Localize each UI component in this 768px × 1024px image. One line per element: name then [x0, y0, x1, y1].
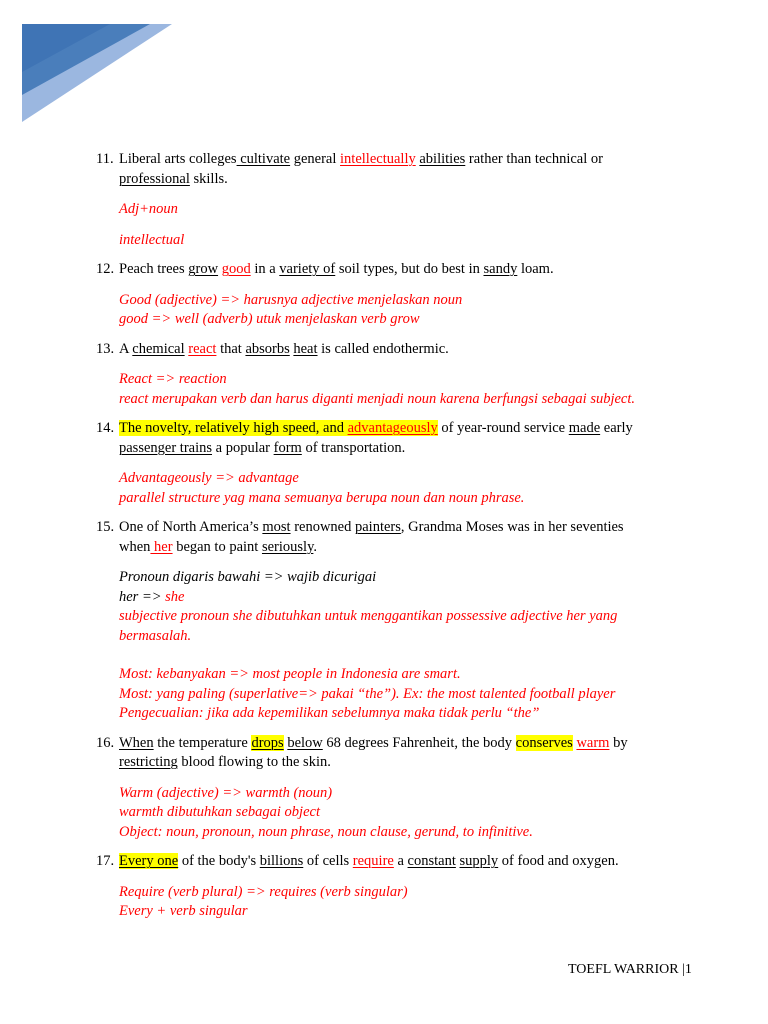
text-run: react [188, 340, 217, 357]
text-run: a popular [212, 439, 274, 456]
note-spacer [119, 646, 696, 665]
text-run: Most: kebanyakan => most people in Indonesia are smart. [119, 666, 461, 682]
text-run: 68 degrees Fahrenheit, the body [322, 734, 516, 751]
text-run: is called endothermic. [317, 340, 449, 357]
note-line [119, 370, 696, 390]
text-run: renowned [290, 519, 355, 535]
text-run: most [262, 519, 291, 535]
text-run: restricting [119, 754, 178, 770]
answer-note [96, 291, 696, 330]
text-run: React => reaction [119, 371, 227, 387]
text-run: heat [293, 340, 318, 357]
question-line [119, 753, 696, 773]
text-run: of the body's [178, 853, 260, 869]
text-run: warmth dibutuhkan sebagai object [119, 804, 320, 820]
text-run: When [119, 734, 154, 751]
question-number: 13. [96, 340, 115, 357]
text-run: . [313, 538, 318, 555]
text-run: grow [188, 261, 219, 277]
text-run: intellectually [340, 151, 416, 167]
text-run: passenger trains [119, 439, 213, 456]
text-run: sandy [483, 261, 518, 277]
text-run: below [287, 734, 323, 751]
note-line [119, 902, 696, 922]
text-run: bermasalah. [119, 627, 192, 644]
text-run: began to paint [172, 538, 262, 555]
text-run: A [119, 340, 133, 357]
question-line [119, 538, 696, 558]
answer-note [96, 568, 696, 724]
answer-note [96, 231, 696, 251]
text-run: drops [251, 734, 284, 751]
corner-decoration-graphic [0, 0, 180, 130]
text-run: loam. [517, 261, 554, 277]
question-item [96, 518, 696, 557]
question-item [96, 340, 696, 360]
text-run: in a [250, 261, 280, 277]
text-run: of cells [303, 853, 353, 869]
note-line [119, 291, 696, 311]
question-line [119, 852, 696, 872]
text-run: rather than technical or [465, 151, 603, 167]
text-run: of food and oxygen. [498, 853, 619, 869]
text-run: she [165, 588, 185, 605]
answer-note [96, 370, 696, 409]
note-line [119, 883, 696, 903]
note-line [119, 784, 696, 804]
text-run: conserves [515, 734, 573, 751]
text-run: soil types, but do best in [335, 261, 484, 277]
text-run: her [150, 538, 173, 555]
text-run: professional [119, 170, 190, 187]
text-run: Most: yang paling (superlative=> pakai “the”). Ex: the most talented football player [119, 685, 616, 702]
text-run: parallel structure yag mana semuanya berupa noun dan noun phrase. [119, 489, 525, 506]
note-line [119, 469, 696, 489]
text-run: blood flowing to the skin. [177, 754, 331, 770]
text-run: of year-round service [437, 420, 569, 436]
question-number: 17. [96, 853, 115, 869]
text-run: Object: noun, pronoun, noun phrase, noun clause, gerund, to infinitive. [119, 823, 533, 840]
text-run: abilities [419, 151, 466, 167]
note-line [119, 607, 696, 627]
text-run: Adj+noun [119, 201, 178, 217]
answer-note [96, 883, 696, 922]
text-run: supply [459, 853, 499, 869]
text-run: that [216, 340, 246, 357]
text-run: by [609, 734, 628, 751]
question-number: 15. [96, 519, 115, 535]
text-run: Every + verb singular [119, 903, 248, 919]
text-run: Pengecualian: jika ada kepemilikan sebelumnya maka tidak perlu “the” [119, 705, 540, 721]
text-run: warm [576, 734, 610, 751]
text-run: when [119, 538, 151, 555]
text-run: advantageously [347, 420, 438, 436]
text-run: One of North America’s [119, 519, 263, 535]
text-run: seriously [261, 538, 314, 555]
note-line [119, 588, 696, 608]
note-line [119, 704, 696, 724]
text-run: general [290, 151, 341, 167]
text-run: form [273, 439, 302, 456]
text-run: Pronoun digaris bawahi => wajib dicurigai [119, 569, 377, 585]
text-run: The novelty, relatively high speed, and [119, 420, 348, 436]
question-item [96, 419, 696, 458]
text-run: , Grandma Moses was in her seventies [400, 519, 624, 535]
question-number: 12. [96, 261, 115, 277]
question-number: 11. [96, 151, 114, 167]
question-number: 14. [96, 420, 115, 436]
note-line [119, 231, 696, 251]
text-run: the temperature [153, 734, 252, 751]
note-line [119, 627, 696, 647]
text-run: Liberal arts colleges [119, 151, 237, 167]
text-run: Every one [119, 853, 179, 869]
text-run: Warm (adjective) => warmth (noun) [119, 784, 333, 801]
question-item [96, 150, 696, 189]
note-line [119, 310, 696, 330]
question-line [119, 170, 696, 190]
question-line [119, 734, 696, 754]
page-footer: TOEFL WARRIOR |1 [568, 962, 692, 977]
question-line [119, 419, 696, 439]
text-run: early [600, 420, 633, 436]
question-line [119, 260, 696, 280]
note-line [119, 665, 696, 685]
text-run: react merupakan verb dan harus diganti menjadi noun karena berfungsi sebagai subject. [119, 390, 636, 407]
note-line [119, 803, 696, 823]
text-run: Good (adjective) => harusnya adjective menjelaskan noun [119, 291, 463, 308]
question-item [96, 260, 696, 280]
text-run: skills. [189, 170, 228, 187]
text-run: cultivate [236, 151, 291, 167]
text-run: a [393, 853, 408, 869]
text-run: chemical [132, 340, 185, 357]
question-line [119, 150, 696, 170]
text-run: her => [119, 588, 166, 605]
note-line [119, 823, 696, 843]
text-run: Peach trees [119, 261, 189, 277]
text-run: of transportation. [301, 439, 406, 456]
text-run: Require (verb plural) => requires (verb singular) [119, 883, 408, 900]
text-run: billions [259, 853, 304, 869]
question-line [119, 518, 696, 538]
note-line [119, 200, 696, 220]
text-run: Advantageously => advantage [119, 470, 299, 486]
question-line [119, 439, 696, 459]
question-list [96, 150, 696, 922]
text-run: variety of [279, 261, 336, 277]
question-item [96, 734, 696, 773]
note-line [119, 568, 696, 588]
text-run: constant [407, 853, 456, 869]
question-number: 16. [96, 734, 115, 751]
note-line [119, 390, 696, 410]
text-run: made [568, 420, 601, 436]
answer-note [96, 200, 696, 220]
question-item [96, 852, 696, 872]
text-run: intellectual [119, 231, 185, 248]
note-line [119, 489, 696, 509]
text-run: painters [354, 519, 401, 535]
text-run: good => well (adverb) utuk menjelaskan verb grow [119, 311, 420, 327]
text-run: subjective pronoun she dibutuhkan untuk menggantikan possessive adjective her yang [119, 608, 618, 624]
text-run: absorbs [245, 340, 290, 357]
question-line [119, 340, 696, 360]
text-run: require [352, 853, 394, 869]
note-line [119, 685, 696, 705]
text-run: good [221, 261, 251, 277]
answer-note [96, 469, 696, 508]
answer-note [96, 784, 696, 843]
